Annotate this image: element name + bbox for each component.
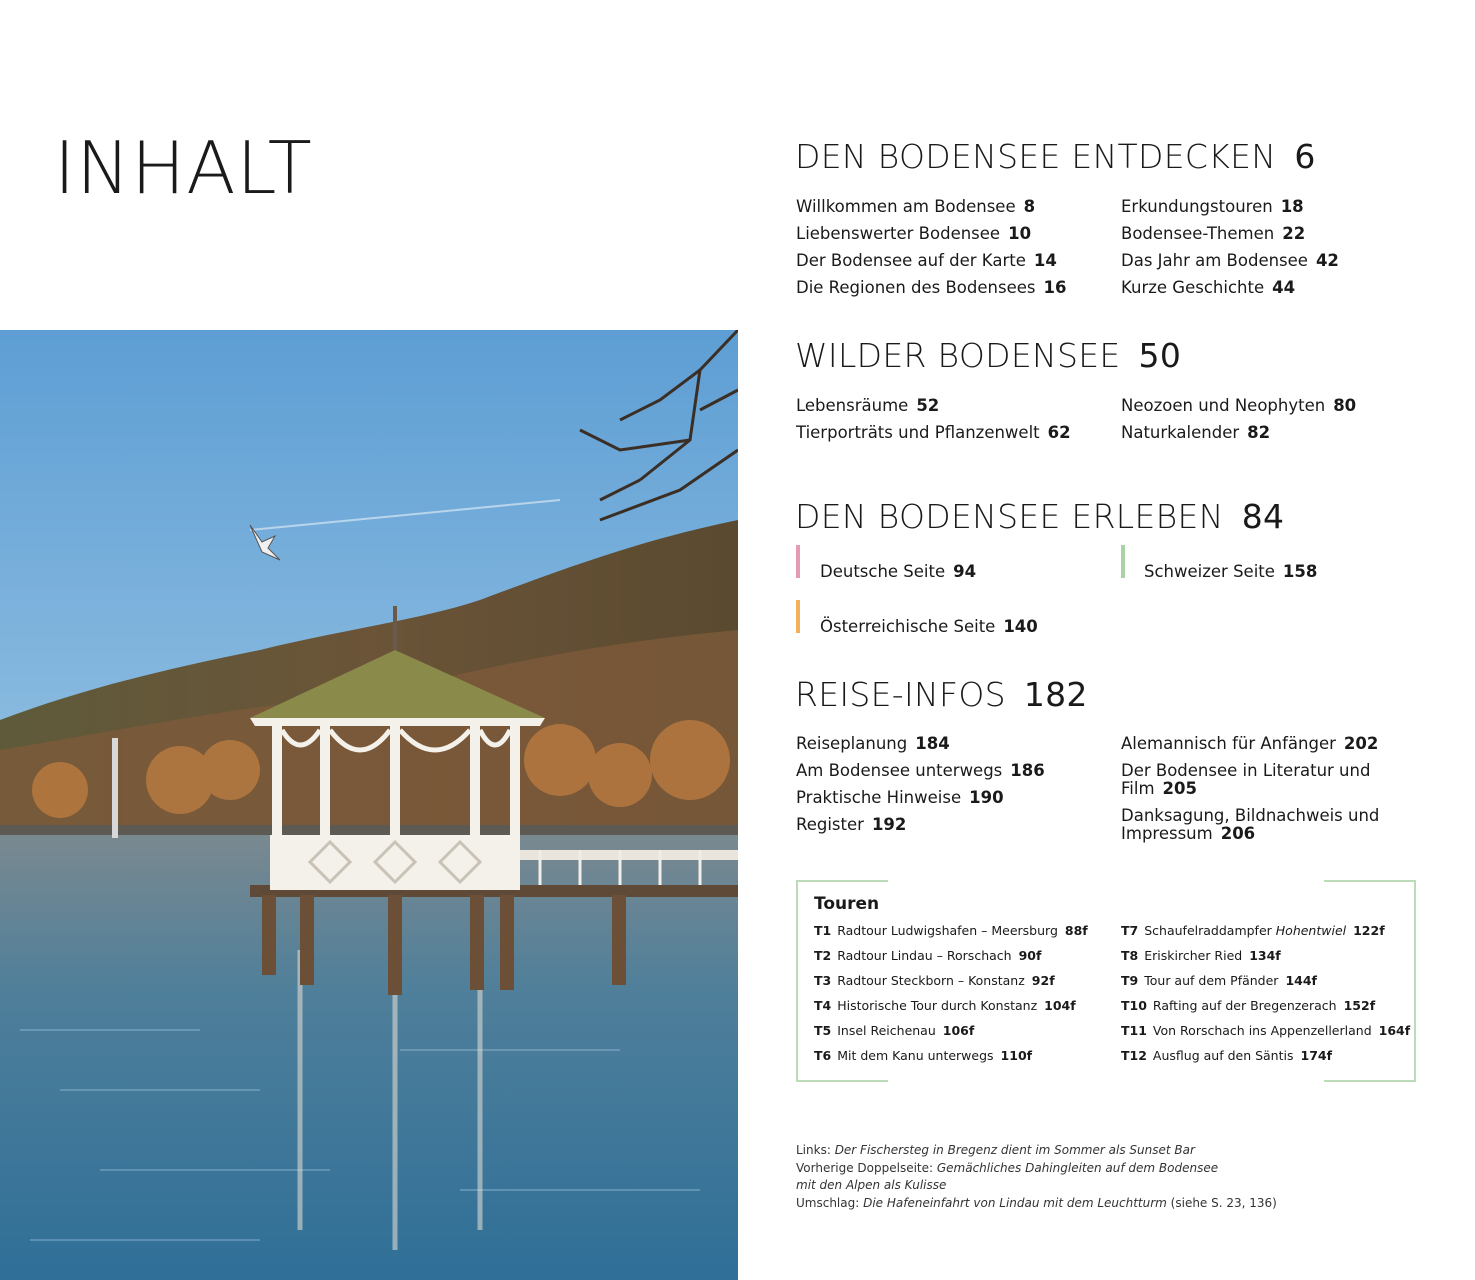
caption-line: Vorherige Doppelseite: Gemächliches Dahingleiten auf dem Bodensee	[796, 1160, 1219, 1175]
tour-item[interactable]: T3 Radtour Steckborn – Konstanz 92f	[814, 973, 1055, 988]
toc-entry[interactable]: Bodensee-Themen 22	[1121, 224, 1306, 243]
toc-entry[interactable]: Der Bodensee in Literatur und Film 205	[1121, 761, 1371, 799]
toc-entry[interactable]: Danksagung, Bildnachweis und Impressum 206	[1121, 806, 1380, 844]
section-page: 6	[1294, 137, 1316, 176]
section-page: 50	[1138, 336, 1182, 375]
toc-entry[interactable]: Lebensräume 52	[796, 396, 940, 415]
tours-box	[796, 880, 1416, 1082]
toc-entry[interactable]: Tierporträts und Pflanzenwelt 62	[796, 423, 1071, 442]
tour-item[interactable]: T12 Ausflug auf den Säntis 174f	[1121, 1048, 1333, 1063]
section-title: DEN BODENSEE ERLEBEN	[795, 497, 1224, 536]
section-heading-reise-infos	[795, 675, 1088, 714]
region-entry-oesterreichische-seite[interactable]: Österreichische Seite 140	[820, 617, 1038, 636]
tour-item[interactable]: T2 Radtour Lindau – Rorschach 90f	[814, 948, 1042, 963]
region-entry-schweizer-seite[interactable]: Schweizer Seite 158	[1144, 562, 1318, 581]
section-heading-wilder	[795, 336, 1182, 375]
section-heading-entdecken	[795, 137, 1316, 176]
region-color-bar	[796, 600, 800, 633]
image-captions	[796, 1142, 1356, 1212]
toc-entry[interactable]: Das Jahr am Bodensee 42	[1121, 251, 1339, 270]
fischersteg-image	[0, 330, 738, 1280]
region-color-bar	[796, 545, 800, 578]
section-page: 84	[1241, 497, 1285, 536]
toc-entry[interactable]: Praktische Hinweise 190	[796, 788, 1004, 807]
section-title: REISE-INFOS	[795, 675, 1006, 714]
tour-item[interactable]: T5 Insel Reichenau 106f	[814, 1023, 975, 1038]
toc-entry[interactable]: Erkundungstouren 18	[1121, 197, 1304, 216]
section-page: 182	[1023, 675, 1088, 714]
tour-item[interactable]: T1 Radtour Ludwigshafen – Meersburg 88f	[814, 923, 1088, 938]
page-title: INHALT	[54, 126, 313, 210]
section-title: DEN BODENSEE ENTDECKEN	[795, 137, 1277, 176]
caption-line: Links: Der Fischersteg in Bregenz dient im Sommer als Sunset Bar	[796, 1143, 1195, 1157]
toc-entry[interactable]: Die Regionen des Bodensees 16	[796, 278, 1067, 297]
tour-item[interactable]: T8 Eriskircher Ried 134f	[1121, 948, 1281, 963]
toc-entry[interactable]: Register 192	[796, 815, 907, 834]
region-entry-deutsche-seite[interactable]: Deutsche Seite 94	[820, 562, 977, 581]
toc-entry[interactable]: Alemannisch für Anfänger 202	[1121, 734, 1379, 753]
toc-entry[interactable]: Liebenswerter Bodensee 10	[796, 224, 1032, 243]
section-heading-erleben	[795, 497, 1285, 536]
toc-entry[interactable]: Willkommen am Bodensee 8	[796, 197, 1036, 216]
tour-item[interactable]: T6 Mit dem Kanu unterwegs 110f	[814, 1048, 1033, 1063]
toc-entry[interactable]: Kurze Geschichte 44	[1121, 278, 1296, 297]
tour-item[interactable]: T11 Von Rorschach ins Appenzellerland 164f	[1121, 1023, 1411, 1038]
section-title: WILDER BODENSEE	[795, 336, 1121, 375]
caption-line: mit den Alpen als Kulisse	[796, 1178, 947, 1192]
caption-line: Umschlag: Die Hafeneinfahrt von Lindau mit dem Leuchtturm (siehe S. 23, 136)	[796, 1195, 1277, 1210]
tour-item[interactable]: T4 Historische Tour durch Konstanz 104f	[814, 998, 1076, 1013]
toc-entry[interactable]: Naturkalender 82	[1121, 423, 1271, 442]
toc-entry[interactable]: Der Bodensee auf der Karte 14	[796, 251, 1057, 270]
toc-entry[interactable]: Reiseplanung 184	[796, 734, 950, 753]
box-border-right	[1324, 880, 1416, 1082]
toc-entry[interactable]: Neozoen und Neophyten 80	[1121, 396, 1357, 415]
region-color-bar	[1121, 545, 1125, 578]
tours-title: Touren	[814, 894, 880, 914]
tour-item[interactable]: T9 Tour auf dem Pfänder 144f	[1121, 973, 1317, 988]
lake-photo	[0, 330, 738, 1280]
toc-entry[interactable]: Am Bodensee unterwegs 186	[796, 761, 1045, 780]
tour-item[interactable]: T10 Rafting auf der Bregenzerach 152f	[1121, 998, 1376, 1013]
tour-item[interactable]: T7 Schaufelraddampfer Hohentwiel 122f	[1121, 923, 1385, 938]
